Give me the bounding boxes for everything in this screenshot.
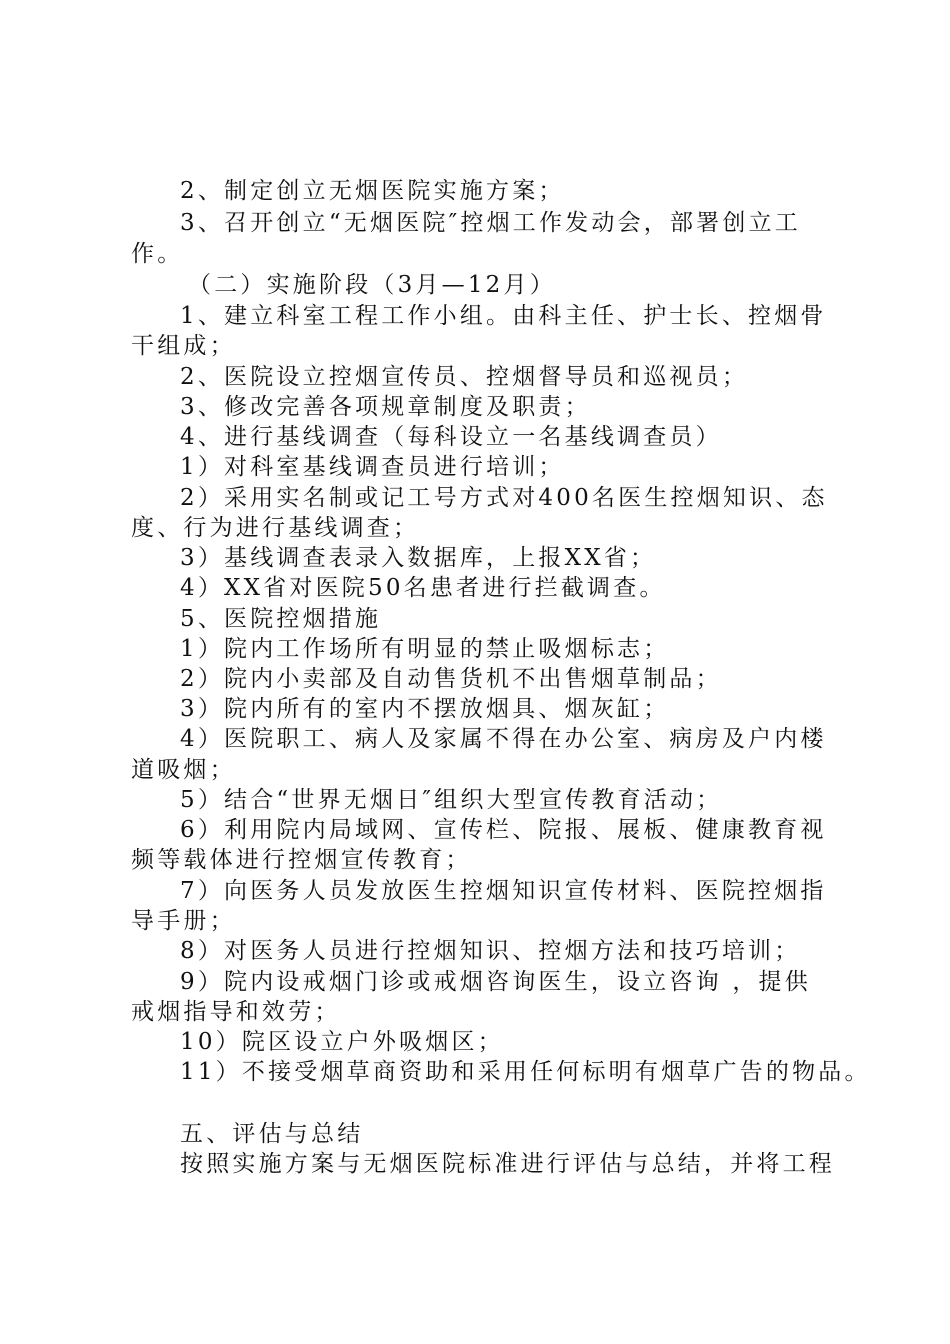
text-line: 9）院内设戒烟门诊或戒烟咨询医生，设立咨询 ，提供 (180, 969, 811, 995)
text-line: 频等载体进行控烟宣传教育； (131, 847, 472, 873)
text-line: 作。 (131, 241, 184, 267)
text-line: 10）院区设立户外吸烟区； (180, 1029, 504, 1055)
text-line: 干组成； (131, 333, 236, 359)
text-line: 7）向医务人员发放医生控烟知识宣传材料、医院控烟指 (180, 878, 827, 904)
text-line: 11）不接受烟草商资助和采用任何标明有烟草广告的物品。 (180, 1059, 871, 1085)
text-line: 2、制定创立无烟医院实施方案； (180, 178, 565, 204)
text-line: 4）XX省对医院50名患者进行拦截调查。 (180, 575, 666, 601)
text-line: 按照实施方案与无烟医院标准进行评估与总结，并将工程 (180, 1151, 835, 1177)
text-line: 6）利用院内局域网、宣传栏、院报、展板、健康教育视 (180, 817, 827, 843)
text-line: 戒烟指导和效劳； (131, 999, 341, 1025)
text-line: 导手册； (131, 908, 236, 934)
section-heading: 五、评估与总结 (180, 1121, 364, 1147)
text-line: 3）院内所有的室内不摆放烟具、烟灰缸； (180, 696, 670, 722)
text-line: 5、医院控烟措施 (180, 606, 382, 632)
section-heading: （二）实施阶段（3月—12月） (188, 272, 556, 298)
text-line: 4、进行基线调查（每科设立一名基线调查员） (180, 424, 722, 450)
text-line: 3）基线调查表录入数据库，上报XX省； (180, 545, 657, 571)
text-line: 4）医院职工、病人及家属不得在办公室、病房及户内楼 (180, 726, 827, 752)
text-line: 2）院内小卖部及自动售货机不出售烟草制品； (180, 666, 722, 692)
text-line: 2、医院设立控烟宣传员、控烟督导员和巡视员； (180, 364, 749, 390)
text-line: 1、建立科室工程工作小组。由科主任、护士长、控烟骨 (180, 303, 827, 329)
text-line: 道吸烟； (131, 757, 236, 783)
text-line: 度、行为进行基线调查； (131, 515, 420, 541)
text-line: 3、召开创立“无烟医院″控烟工作发动会，部署创立工 (180, 210, 801, 236)
text-line: 3、修改完善各项规章制度及职责； (180, 394, 591, 420)
text-line: 1）院内工作场所有明显的禁止吸烟标志； (180, 636, 670, 662)
text-line: 8）对医务人员进行控烟知识、控烟方法和技巧培训； (180, 938, 801, 964)
text-line: 2）采用实名制或记工号方式对400名医生控烟知识、态 (180, 485, 828, 511)
text-line: 1）对科室基线调查员进行培训； (180, 454, 565, 480)
text-line: 5）结合“世界无烟日″组织大型宣传教育活动； (180, 787, 723, 813)
